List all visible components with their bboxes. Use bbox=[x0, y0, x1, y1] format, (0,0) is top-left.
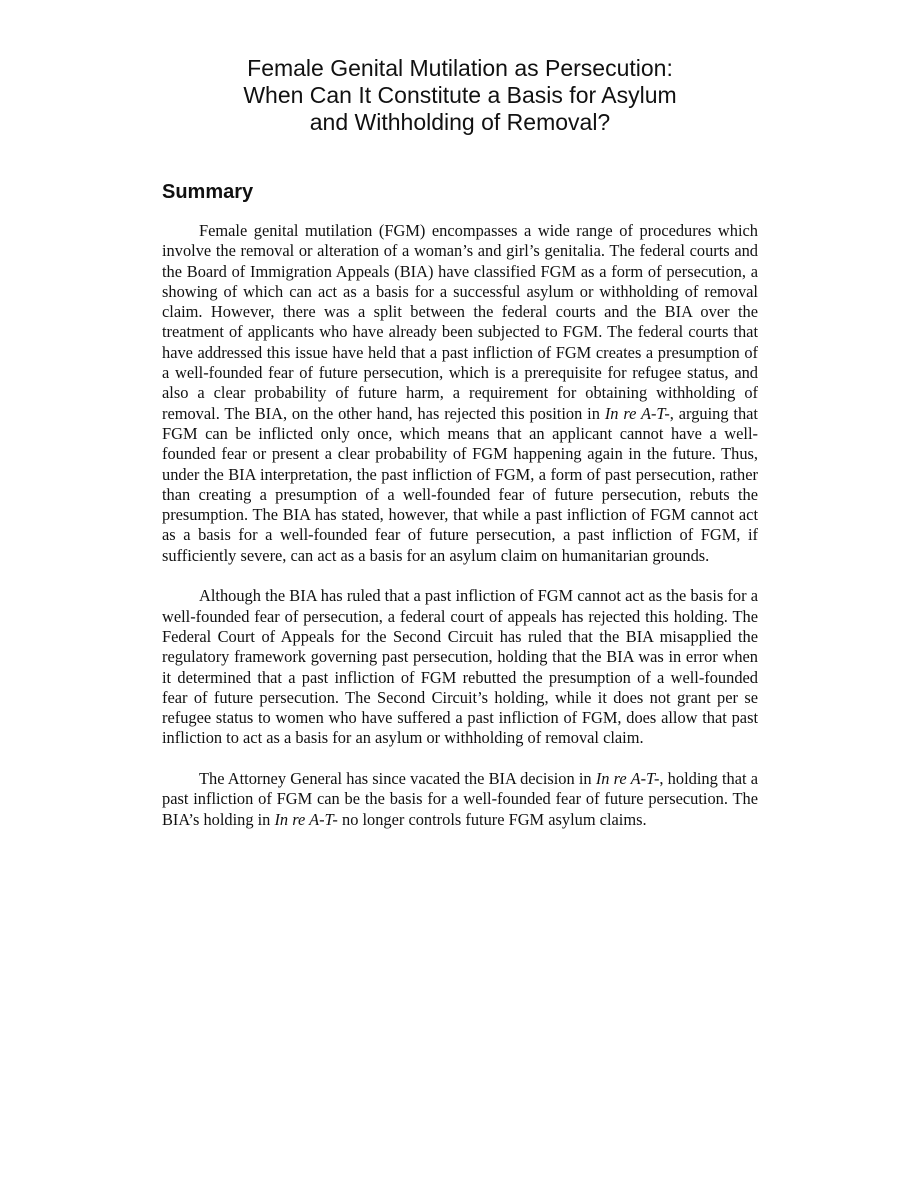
p3-text-c: no longer controls future FGM asylum claims. bbox=[337, 809, 647, 829]
summary-paragraph-3 bbox=[162, 769, 758, 830]
p3-text-b: , holding that a past infliction of FGM can be the basis for a well-founded fear of future persecution. The BIA’s holding in bbox=[162, 769, 758, 829]
summary-heading: Summary bbox=[162, 181, 254, 203]
summary-paragraph-1 bbox=[162, 221, 758, 566]
document-title bbox=[162, 55, 758, 136]
p3-text-a: The Attorney General has since vacated the BIA decision in bbox=[199, 769, 596, 789]
summary-paragraph-2: Although the BIA has ruled that a past infliction of FGM cannot act as the basis for a well-founded fear of persecution, a federal court of appeals has rejected this holding. The Federal Court of Appeals for the Second Circuit has ruled that the BIA misapplied the regulatory framework governing past persecution, holding that the BIA was in error when it determined that a past infliction of FGM rebutted the presumption of a well-founded fear of future persecution. The Second Circuit’s holding, while it does not grant per se refugee status to women who have suffered a past infliction of FGM, does allow that past infliction to act as a basis for an asylum or withholding of removal claim. bbox=[162, 586, 758, 748]
p3-case-name-1: In re A-T- bbox=[595, 769, 660, 789]
p1-text: Female genital mutilation (FGM) encompasses a wide range of procedures which involve the removal or alteration of a woman’s and girl’s genitalia. The federal courts and the Board of Immigration Appeals (BIA) have classified FGM as a form of persecution, a showing of which can act as a basis for a successful asylum or withholding of removal claim. However, there was a split between the federal courts and the BIA over the treatment of applicants who have already been subjected to FGM. The federal courts that have addressed this issue have held that a past infliction of FGM creates a presumption of a well-founded fear of future persecution, which is a prerequisite for refugee status, and also a clear probability of future harm, a requirement for obtaining withholding of removal. The BIA, on the other hand, has rejected this position in bbox=[162, 221, 758, 423]
p3-case-name-2: In re A-T- bbox=[274, 809, 338, 829]
p1-case-name: In re A-T- bbox=[604, 403, 670, 423]
title-line-1: Female Genital Mutilation as Persecution: bbox=[247, 55, 673, 81]
title-line-2: When Can It Constitute a Basis for Asylum bbox=[243, 82, 677, 108]
document-page bbox=[162, 55, 758, 830]
p1-text-rest: , arguing that FGM can be inflicted only once, which means that an applicant cannot have a well-founded fear or present a clear probability of FGM happening again in the future. Thus, under the BIA interpretation, the past infliction of FGM, a form of past persecution, rather than creating a presumption of a well-founded fear of future persecution, rebuts the presumption. The BIA has stated, however, that while a past infliction of FGM cannot act as a basis for a well-founded fear of future persecution, a past infliction of FGM, if sufficiently severe, can act as a basis for an asylum claim on humanitarian grounds. bbox=[162, 403, 758, 565]
title-line-3: and Withholding of Removal? bbox=[309, 109, 611, 135]
